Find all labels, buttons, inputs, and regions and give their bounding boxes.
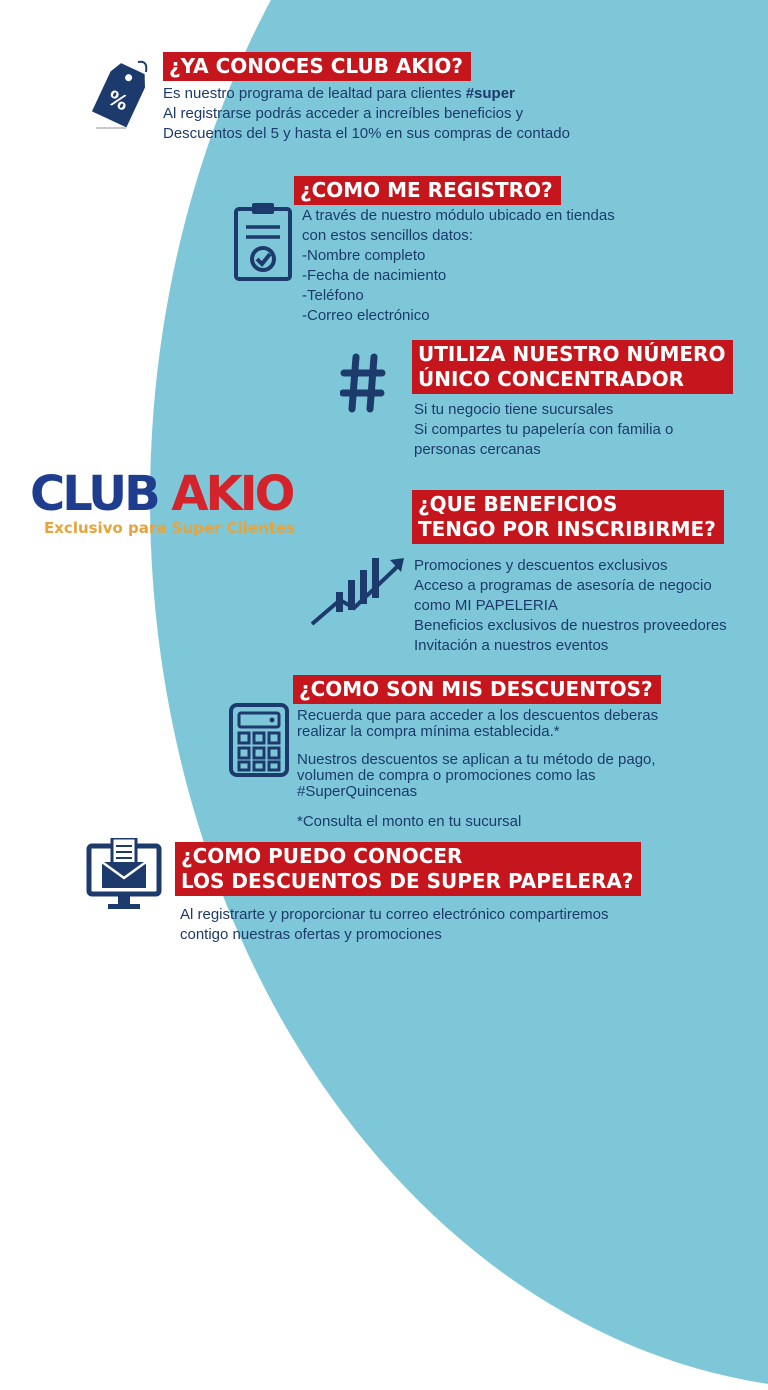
section2-title: ¿COMO ME REGISTRO? [294, 176, 561, 205]
section1-title: ¿YA CONOCES CLUB AKIO? [163, 52, 471, 81]
growth-chart-icon [310, 552, 406, 628]
section5-title: ¿COMO SON MIS DESCUENTOS? [293, 675, 661, 704]
section6-title: ¿COMO PUEDO CONOCER LOS DESCUENTOS DE SUPER PAPELERA? [175, 842, 641, 896]
section3-title: UTILIZA NUESTRO NÚMERO ÚNICO CONCENTRADOR [412, 340, 733, 394]
svg-text:%: % [103, 85, 133, 116]
discount-note: *Consulta el monto en tu sucursal [297, 813, 522, 830]
email-monitor-icon [86, 838, 162, 914]
calculator-icon [228, 702, 290, 778]
section4-title: ¿QUE BENEFICIOS TENGO POR INSCRIBIRME? [412, 490, 724, 544]
discount-tag-icon [86, 58, 156, 130]
section4-body: Promociones y descuentos exclusivos Acceso a programas de asesoría de negocio como MI PAPELERIA Beneficios exclusivos de nuestros proveedores Invitación a nuestros eventos [414, 557, 727, 654]
logo-tagline: Exclusivo para Super Clientes [44, 519, 296, 537]
section5-body: Recuerda que para acceder a los descuentos deberas realizar la compra mínima establecida.* Nuestros descuentos se aplican a tu método de pago, volumen de compra o promociones como las #SuperQuincenas *Consulta el monto en tu sucursal [297, 707, 659, 830]
section2-body: A través de nuestro módulo ubicado en tiendas con estos sencillos datos: -Nombre completo -Fecha de nacimiento -Teléfono -Correo electrónico [302, 207, 615, 324]
club-akio-logo: CLUB AKIO [30, 466, 293, 522]
clipboard-check-icon [232, 201, 294, 281]
section1-body: Es nuestro programa de lealtad para clientes #super Al registrarse podrás acceder a increíbles beneficios y Descuentos del 5 y hasta el 10% en sus compras de contado [163, 85, 570, 142]
section6-body: Al registrarte y proporcionar tu correo electrónico compartiremos contigo nuestras ofertas y promociones [180, 906, 609, 943]
section3-body: Si tu negocio tiene sucursales Si compartes tu papelería con familia o personas cercanas [414, 401, 674, 458]
hashtag-icon [340, 353, 386, 413]
